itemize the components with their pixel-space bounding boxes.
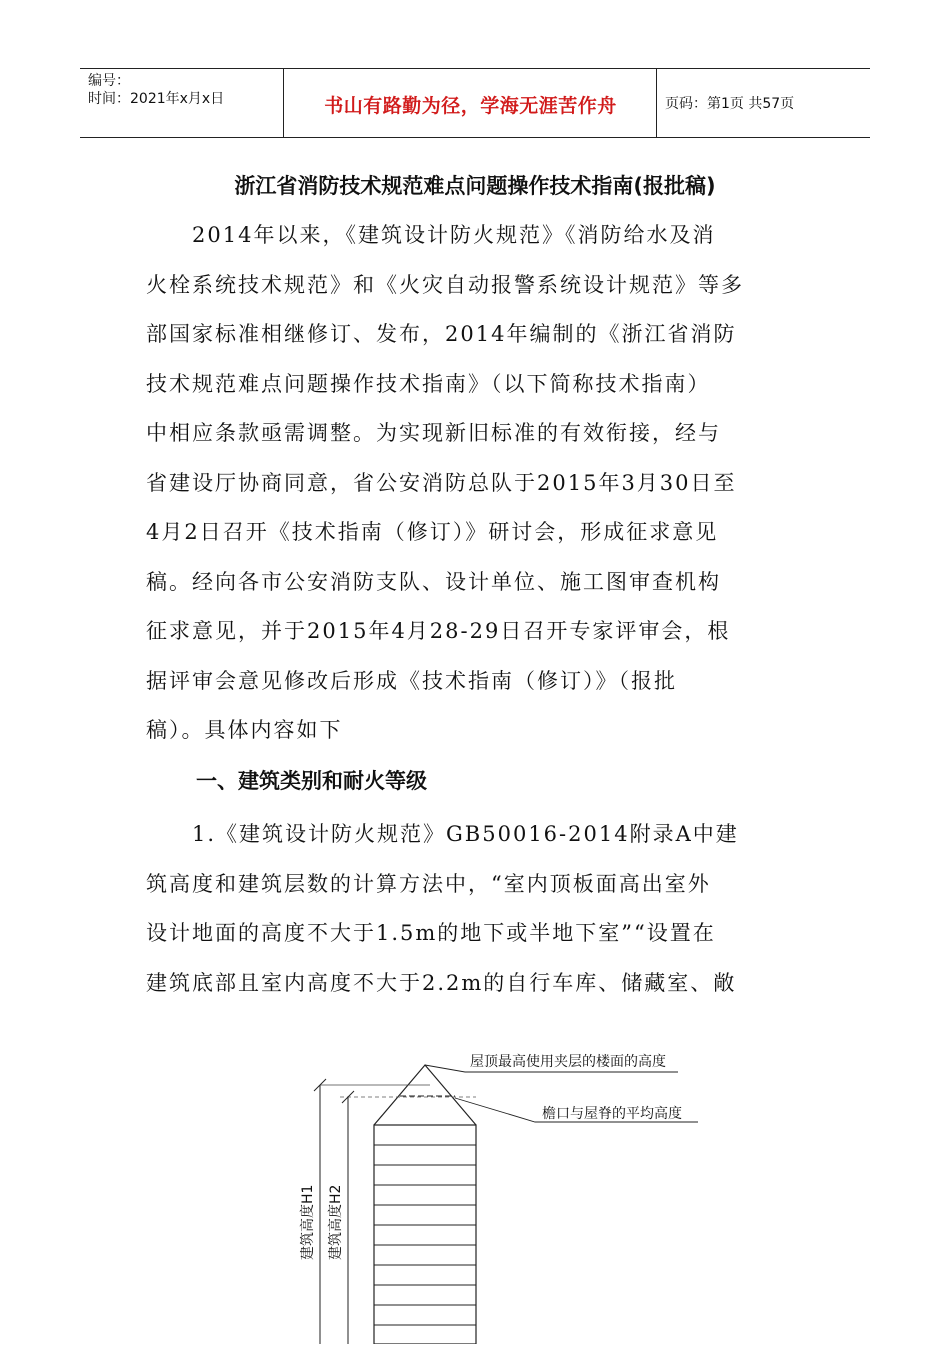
intro-paragraph — [146, 211, 806, 756]
header-meta — [88, 72, 224, 108]
text-line: 筑高度和建筑层数的计算方法中，“室内顶板面高出室外 — [146, 871, 711, 896]
text-line: 建筑底部且室内高度不大于2.2m的自行车库、储藏室、敞 — [146, 970, 737, 995]
label-h1: 建筑高度H1 — [300, 1184, 316, 1260]
building-height-figure — [280, 1040, 720, 1344]
label-h2: 建筑高度H2 — [328, 1184, 344, 1260]
text-line: 1.《建筑设计防火规范》GB50016-2014附录A中建 — [146, 822, 739, 846]
text-line: 征求意见，并于2015年4月28-29日召开专家评审会，根 — [146, 619, 731, 643]
roof-outline — [374, 1065, 476, 1125]
document-title: 浙江省消防技术规范难点问题操作技术指南(报批稿) — [234, 174, 716, 198]
text-line: 稿。经向各市公安消防支队、设计单位、施工图审查机构 — [146, 569, 721, 594]
building-height-diagram — [280, 1040, 720, 1344]
header-divider — [656, 69, 657, 137]
page-info: 页码：第1页 共57页 — [665, 96, 795, 112]
label-eave-height: 檐口与屋脊的平均高度 — [542, 1106, 682, 1122]
text-line: 稿）。具体内容如下 — [146, 718, 343, 742]
text-line: 技术规范难点问题操作技术指南》（以下简称技术指南） — [146, 371, 711, 396]
text-line: 中相应条款亟需调整。为实现新旧标准的有效衔接，经与 — [146, 421, 721, 445]
building-body — [374, 1125, 476, 1344]
label-mezzanine-height: 屋顶最高使用夹层的楼面的高度 — [470, 1054, 666, 1070]
text-line: 部国家标准相继修订、发布，2014年编制的《浙江省消防 — [146, 322, 737, 346]
doc-time-label: 时间：2021年x月x日 — [88, 91, 225, 107]
header-divider — [283, 69, 284, 137]
text-line: 据评审会意见修改后形成《技术指南（修订）》（报批 — [146, 668, 677, 693]
header-motto: 书山有路勤为径，学海无涯苦作舟 — [324, 95, 617, 117]
text-line: 4月2日召开《技术指南（修订）》研讨会，形成征求意见 — [146, 520, 719, 544]
text-line: 省建设厅协商同意，省公安消防总队于2015年3月30日至 — [146, 470, 737, 495]
item-1-paragraph — [146, 810, 806, 1008]
text-line: 2014年以来，《建筑设计防火规范》《消防给水及消 — [146, 223, 716, 247]
doc-number-label: 编号： — [88, 73, 130, 89]
text-line: 设计地面的高度不大于1.5m的地下或半地下室”“设置在 — [146, 921, 716, 945]
section-heading: 一、建筑类别和耐火等级 — [196, 769, 427, 793]
document-header — [80, 68, 870, 138]
text-line: 火栓系统技术规范》和《火灾自动报警系统设计规范》等多 — [146, 272, 744, 297]
